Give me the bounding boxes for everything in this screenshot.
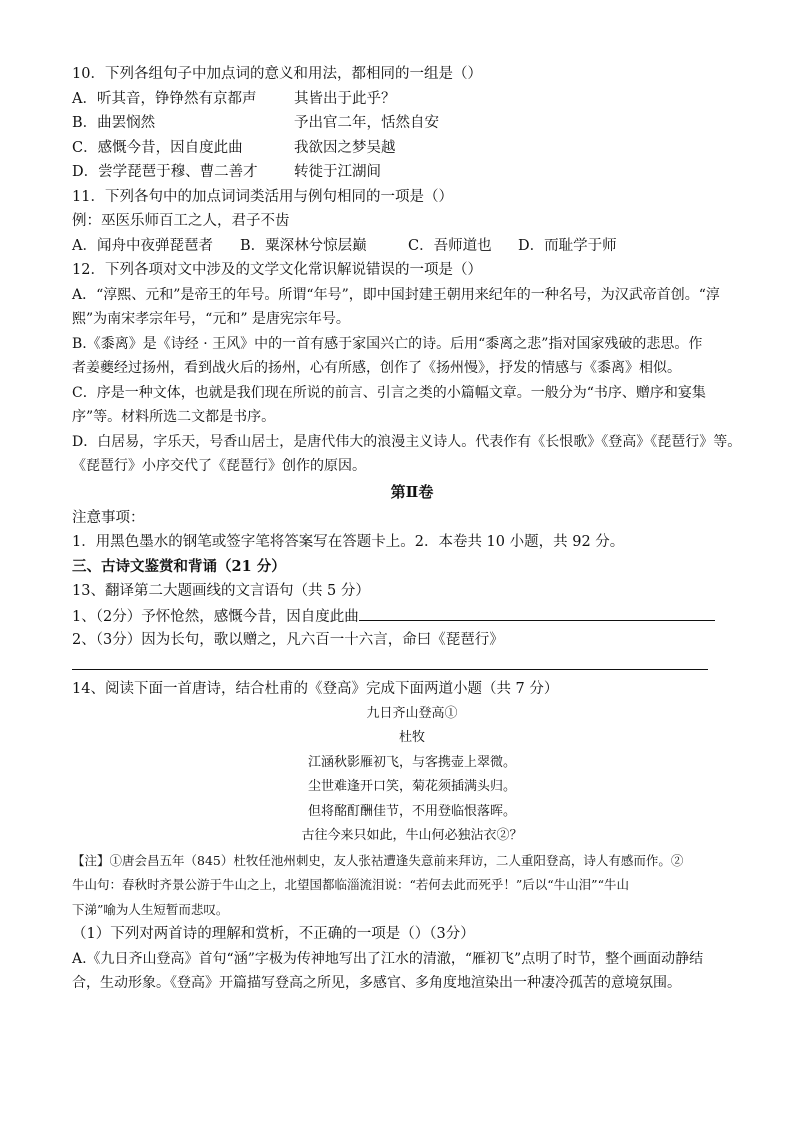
q11-option-d: D．而耻学于师 <box>518 237 617 254</box>
part2-title: 第Ⅱ卷 <box>390 482 434 501</box>
poem-line: 江涵秋影雁初飞，与客携壶上翠微。 <box>307 754 516 770</box>
q10-option-b <box>72 111 752 136</box>
q12-option-c-line1: C．序是一种文体，也就是我们现在所说的前言、引言之类的小篇幅文章。一般分为“书序、赠序和宴集 <box>72 384 706 401</box>
poem-note-line3: 下涕”喻为人生短暂而悲叹。 <box>72 901 229 917</box>
q11-option-c: C．吾师道也 <box>408 237 492 254</box>
q13-item1-text: 1、（2分）予怀怆然，感慨今昔，因自度此曲 <box>72 608 359 625</box>
q10-option-b-right: 予出官二年，恬然自安 <box>294 115 439 131</box>
q14-stem: 14、阅读下面一首唐诗，结合杜甫的《登高》完成下面两道小题（共 7 分） <box>72 681 559 697</box>
poem-line: 但将酩酊酬佳节，不用登临恨落晖。 <box>307 803 516 819</box>
section3-title: 三、古诗文鉴赏和背诵（21 分） <box>72 557 286 575</box>
notice-text: 1．用黑色墨水的钢笔或签字笔将答案写在答题卡上。2．本卷共 10 小题，共 92 分。 <box>72 534 625 550</box>
q13-item1-answer-line[interactable] <box>359 604 715 621</box>
q11-option-b: B．粟深林兮惊层巅 <box>240 237 367 254</box>
poem-note-line2: 牛山句：春秋时齐景公游于牛山之上，北望国都临淄流泪说：“若何去此而死乎！”后以“牛山泪”“牛山 <box>72 877 629 892</box>
q10-option-d <box>72 160 752 185</box>
q10-option-a-left: A．听其音，铮铮然有京都声 <box>72 90 257 107</box>
q13-item2-answer-line[interactable] <box>72 653 708 670</box>
q11-options <box>72 234 752 259</box>
poem-title: 九日齐山登高① <box>366 705 458 721</box>
q12-stem: 12．下列各项对文中涉及的文学文化常识解说错误的一项是（） <box>72 262 482 278</box>
q10-option-b-left: B．曲罢悯然 <box>72 115 156 131</box>
q11-example: 例：巫医乐师百工之人，君子不齿 <box>72 213 290 229</box>
q10-option-c-left: C．感慨今昔，因自度此曲 <box>72 139 243 156</box>
q11-stem: 11．下列各句中的加点词词类活用与例句相同的一项是（） <box>72 188 453 205</box>
q12-option-d-line2: 《琵琶行》小序交代了《琵琶行》创作的原因。 <box>72 458 366 474</box>
q12-option-a-line1: A．“淳熙、元和”是帝王的年号。所谓“年号”，即中国封建王朝用来纪年的一种名号，为汉武帝首创。“淳 <box>72 286 720 303</box>
q13-item2-answer-row <box>72 653 752 678</box>
q12-option-d-line1: D．白居易，字乐天，号香山居士，是唐代伟大的浪漫主义诗人。代表作有《长恨歌》《登高》《琵琶行》等。 <box>72 433 742 450</box>
q12-option-b-line1: B.《黍离》是《诗经 · 王风》中的一首有感于家国兴亡的诗。后用“黍离之悲”指对国家残破的悲思。作 <box>72 335 703 352</box>
q10-option-c-right: 我欲因之梦吴越 <box>294 139 396 156</box>
q14-sub1-option-a-line1: A.《九日齐山登高》首句“涵”字极为传神地写出了江水的清澈，“雁初飞”点明了时节，整个画面动静结 <box>72 950 704 967</box>
q10-option-d-right: 转徙于江湖间 <box>294 164 381 180</box>
poem-line: 古往今来只如此，牛山何必独沾衣②？ <box>301 828 523 843</box>
q13-item1 <box>72 604 752 629</box>
exam-page <box>72 62 752 996</box>
q12-option-a-line2: 熙”为南宋孝宗年号，“元和” 是唐宪宗年号。 <box>72 311 350 327</box>
poem-note-line1: 【注】①唐会昌五年（845）杜牧任池州刺史，友人张祜遭逢失意前来拜访，二人重阳登高，诗人有感而作。② <box>72 852 684 868</box>
q10-option-d-left: D．尝学琵琶于穆、曹二善才 <box>72 164 258 180</box>
notice-label: 注意事项： <box>72 509 145 526</box>
q10-option-c <box>72 136 752 161</box>
q10-option-a-right: 其皆出于此乎？ <box>294 90 396 107</box>
q10-option-a <box>72 87 752 112</box>
poem-line: 尘世难逢开口笑，菊花须插满头归。 <box>307 779 516 794</box>
q11-option-a: A．闻舟中夜弹琵琶者 <box>72 237 213 254</box>
q13-stem: 13、翻译第二大题画线的文言语句（共 5 分） <box>72 583 370 599</box>
q14-sub1-option-a-line2: 合，生动形象。《登高》开篇描写登高之所见，多感官、多角度地渲染出一种凄冷孤苦的意境氛围。 <box>72 975 681 991</box>
q12-option-c-line2: 序”等。材料所选二文都是书序。 <box>72 409 276 425</box>
q10-stem: 10．下列各组句子中加点词的意义和用法，都相同的一组是（） <box>72 66 482 82</box>
q14-sub1-stem: （1）下列对两首诗的理解和赏析，不正确的一项是（）（3分） <box>72 926 475 942</box>
poem-author: 杜牧 <box>398 730 425 745</box>
q12-option-b-line2: 者姜夔经过扬州，看到战火后的扬州，心有所感，创作了《扬州慢》，抒发的情感与《黍离》相似。 <box>72 360 681 376</box>
q13-item2: 2、（3分）因为长句，歌以赠之，凡六百一十六言，命曰《琵琶行》 <box>72 632 504 648</box>
